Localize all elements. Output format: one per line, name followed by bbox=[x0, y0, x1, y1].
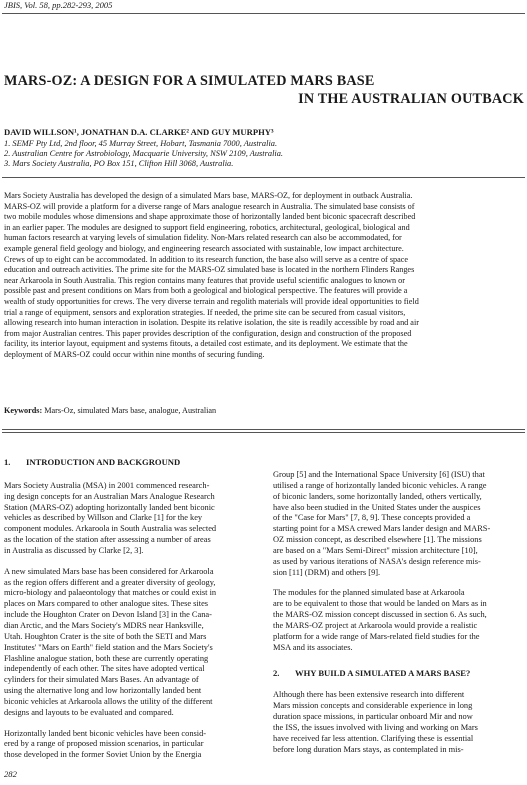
paper-title-line-2: IN THE AUSTRALIAN OUTBACK bbox=[298, 91, 524, 107]
text-line: those developed in the former Soviet Union by the Energia bbox=[4, 750, 202, 760]
text-line: the MARS-OZ project at Arkaroola would provide a realistic bbox=[273, 620, 478, 630]
paragraph bbox=[273, 588, 523, 653]
paragraph bbox=[273, 470, 523, 578]
keywords-text: Mars-Oz, simulated Mars base, analogue, Australian bbox=[44, 406, 217, 415]
text-line: Mars Society Australia (MSA) in 2001 commenced research- bbox=[4, 480, 210, 490]
paragraph bbox=[4, 481, 250, 557]
author-list: DAVID WILLSON¹, JONATHAN D.A. CLARKE² AND GUY MURPHY³ bbox=[4, 127, 274, 137]
text-line: ing design concepts for an Australian Mars Analogue Research bbox=[4, 491, 215, 501]
abstract-line: deployment of MARS-OZ could occur within nine months of securing funding. bbox=[4, 349, 265, 359]
text-line: Group [5] and the International Space University [6] (ISU) that bbox=[273, 470, 485, 479]
abstract-line: wealth of study opportunities for crews. The very diverse terrain and regolith materials will provide ideal opportunities to field bbox=[4, 296, 419, 306]
text-line: independently of each other. The sites have adopted vertical bbox=[4, 664, 205, 674]
left-column bbox=[4, 457, 250, 761]
abstract-line: possible past and present conditions on Mars from both a geological and biological perspective. The features will provide a bbox=[4, 286, 408, 296]
abstract bbox=[4, 191, 523, 361]
section-number: 1. bbox=[4, 457, 11, 467]
text-line: ered by a range of proposed mission scenarios, in particular bbox=[4, 739, 204, 749]
right-column bbox=[273, 470, 523, 755]
text-line: as the location of the station after assessing a number of areas bbox=[4, 535, 211, 545]
affiliation-2: 2. Australian Centre for Astrobiology, Macquarie University, NSW 2109, Australia. bbox=[4, 149, 284, 158]
page-number: 282 bbox=[4, 769, 17, 779]
text-line: dian Arctic, and the Mars Society's MDRS near Hanksville, bbox=[4, 620, 204, 630]
text-line: utilised a range of horizontally landed biconic vehicles. A range bbox=[273, 480, 487, 490]
text-line: The modules for the planned simulated base at Arkaroola bbox=[273, 588, 465, 598]
abstract-line: near Arkaroola in South Australia. This region contains many features that provide useful scientific analogues to known or bbox=[4, 275, 405, 285]
abstract-bottom-rule-2 bbox=[2, 432, 525, 433]
text-line: micro-biology and palaeontology that matches or could exist in bbox=[4, 588, 217, 598]
text-line: as the region offers different and a greater diversity of geology, bbox=[4, 577, 216, 587]
text-line: platform for a wide range of Mars-related field studies for the bbox=[273, 631, 480, 641]
abstract-line: two mobile modules whose dimensions and shape approximate those of horizontally landed bent biconic spacecraft described bbox=[4, 212, 416, 222]
text-line: biconic vehicles at Arkaroola allows the utility of the different bbox=[4, 696, 213, 706]
text-line: as used by various iterations of NASA's design reference mis- bbox=[273, 556, 481, 566]
keywords bbox=[4, 406, 523, 415]
paper-title-line-1: MARS-OZ: A DESIGN FOR A SIMULATED MARS BASE bbox=[4, 73, 375, 89]
text-line: A new simulated Mars base has been considered for Arkaroola bbox=[4, 566, 214, 576]
section-title: INTRODUCTION AND BACKGROUND bbox=[26, 457, 181, 467]
text-line: cylinders for their simulated Mars Bases. An advantage of bbox=[4, 675, 199, 685]
text-line: Horizontally landed bent biconic vehicles have been consid- bbox=[4, 728, 207, 738]
text-line: designs and layouts to be evaluated and compared. bbox=[4, 707, 174, 717]
abstract-line: education and outreach activities. The prime site for the MARS-OZ simulated base is located in the northern Flinders Ranges bbox=[4, 265, 415, 275]
section-number: 2. bbox=[273, 667, 280, 678]
text-line: places on Mars compared to other analogue sites. These sites bbox=[4, 599, 209, 609]
abstract-top-rule bbox=[2, 177, 525, 178]
affiliation-3: 3. Mars Society Australia, PO Box 151, Clifton Hill 3068, Australia. bbox=[4, 159, 234, 168]
paragraph bbox=[4, 567, 250, 719]
abstract-line: Mars Society Australia has developed the design of a simulated Mars base, MARS-OZ, for deployment in outback Australia. bbox=[4, 191, 413, 200]
text-line: component modules. Arkaroola in South Australia was selected bbox=[4, 524, 217, 534]
text-line: Although there has been extensive research into different bbox=[273, 690, 465, 700]
text-line: are based on a "Mars Semi-Direct" mission architecture [10], bbox=[273, 545, 478, 555]
text-line: Utah. Houghton Crater is the site of both the SETI and Mars bbox=[4, 631, 207, 641]
section-2-heading bbox=[273, 668, 523, 679]
abstract-line: allowing research into human interaction in isolation. Despite its relative isolation, the site is readily accessible by road and air bbox=[4, 318, 419, 328]
abstract-line: example general field geology and biology, and engineering research associated with sustainable, low impact architecture. bbox=[4, 243, 404, 253]
paragraph bbox=[4, 729, 250, 762]
text-line: Station (MARS-OZ) adopting horizontally landed bent biconic bbox=[4, 502, 215, 512]
abstract-line: trial a range of equipment, sensors and exploration strategies. If needed, the prime site can be secured from casual visitors, bbox=[4, 307, 406, 317]
abstract-bottom-rule-1 bbox=[2, 429, 525, 430]
running-header: JBIS, Vol. 58, pp.282-293, 2005 bbox=[4, 0, 113, 10]
text-line: starting point for a MSA crewed Mars lander design and MARS- bbox=[273, 524, 491, 534]
abstract-line: facility, its interior layout, equipment and systems fitouts, a detailed cost estimate, and its deployment. We estimate that the bbox=[4, 339, 408, 349]
header-rule bbox=[2, 13, 525, 14]
abstract-line: from major Australian centres. This paper provides description of the configuration, design and construction of the proposed bbox=[4, 328, 412, 338]
text-line: have received far less attention. Clarifying these is essential bbox=[273, 733, 474, 743]
abstract-line: Crews of up to eight can be accommodated. In addition to its research function, the base also will serve as a centre of space bbox=[4, 254, 409, 264]
section-1-heading bbox=[4, 457, 250, 468]
text-line: using the alternative long and low horizontally landed bent bbox=[4, 686, 202, 696]
text-line: are to be equivalent to those that would be landed on Mars as in bbox=[273, 599, 487, 609]
text-line: duration space missions, in particular onboard Mir and now bbox=[273, 712, 473, 722]
text-line: of biconic landers, some horizontally landed, others vertically, bbox=[273, 491, 482, 501]
text-line: of the "Case for Mars" [7, 8, 9]. These concepts provided a bbox=[273, 513, 471, 523]
text-line: Institutes' "Mars on Earth" field station and the Mars Society's bbox=[4, 642, 213, 652]
text-line: the MARS-OZ mission concept discussed in section 6. As such, bbox=[273, 610, 487, 620]
text-line: the ISS, the issues involved with living and working on Mars bbox=[273, 722, 478, 732]
paragraph bbox=[273, 690, 523, 755]
text-line: Mars mission concepts and considerable experience in long bbox=[273, 701, 473, 711]
section-title: WHY BUILD A SIMULATED A MARS BASE? bbox=[295, 667, 471, 678]
abstract-line: human factors research at varying levels of simulation fidelity. Non-Mars related research can also be accommodated, for bbox=[4, 233, 402, 243]
text-line: sion [11] (DRM) and others [9]. bbox=[273, 567, 381, 577]
text-line: have also been studied in the United States under the auspices bbox=[273, 502, 481, 512]
text-line: before long duration Mars stays, as contemplated in mis- bbox=[273, 744, 464, 754]
text-line: Flashline analogue station, both these are currently operating bbox=[4, 653, 209, 663]
text-line: include the Houghton Crater on Devon Island [3] in the Cana- bbox=[4, 610, 212, 620]
affiliation-1: 1. SEMF Pty Ltd, 2nd floor, 45 Murray Street, Hobart, Tasmania 7000, Australia. bbox=[4, 139, 278, 148]
keywords-label: Keywords: bbox=[4, 406, 43, 415]
abstract-line: in an earlier paper. The modules are designed to support field engineering, robotics, architectural, geological, biological and bbox=[4, 222, 410, 232]
text-line: vehicles as described by Willson and Clarke [1] for the key bbox=[4, 513, 203, 523]
text-line: OZ mission concept, as described elsewhere [1]. The missions bbox=[273, 535, 482, 545]
text-line: MSA and its associates. bbox=[273, 642, 353, 652]
text-line: in Australia as discussed by Clarke [2, 3]. bbox=[4, 545, 144, 555]
abstract-line: MARS-OZ will provide a platform for a diverse range of Mars analogue research in Australia. The simulated base consists of bbox=[4, 201, 415, 211]
